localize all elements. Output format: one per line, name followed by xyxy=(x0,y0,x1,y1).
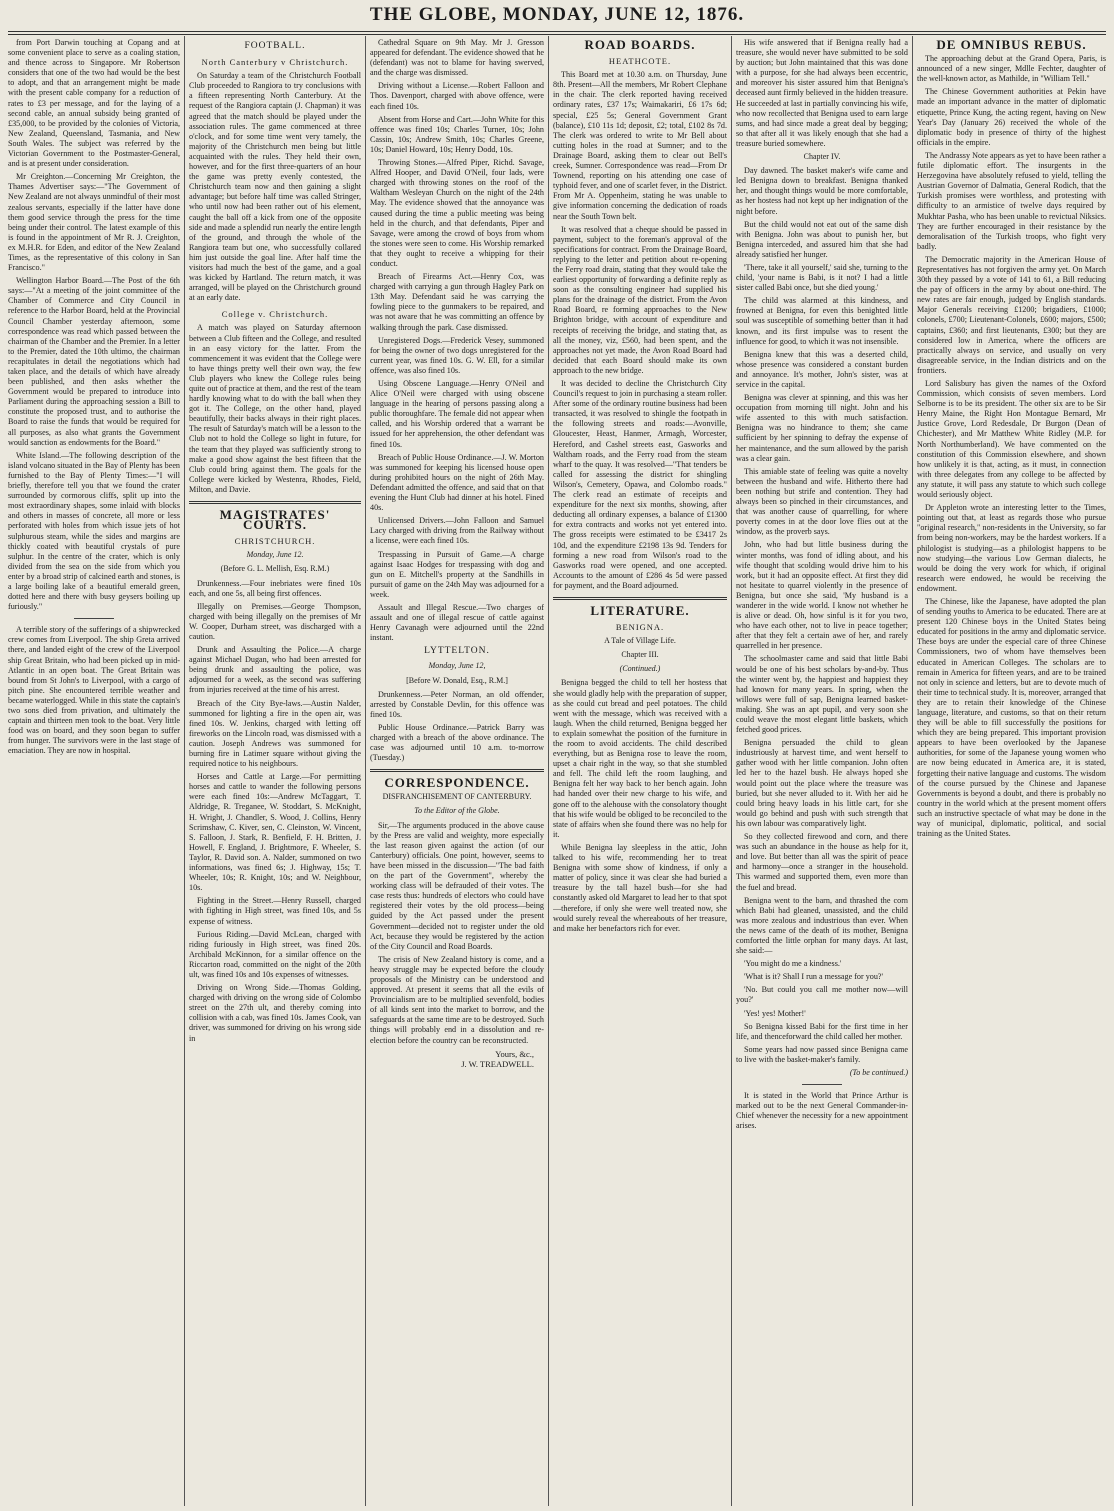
letter-closing: Yours, &c., xyxy=(495,1048,534,1059)
letter-body: Sir,—The arguments produced in the above cause by the Press are valid and weighty, more especially the last reason given against the action (of our Canterbury) officials. One point, however, seems to have been missed in the discussion—"The bad faith on the part of the Government", whereby the working class will be defrauded of their votes. The case rests thus: hundreds of electors who could have registered their votes by the old process—being guided by the Act passed under the present Government—decided not to register under the old Act, because they would be registered by the action of the City Council and Road Boards. xyxy=(370,820,544,951)
story-text: But the child would not eat out of the same dish with Benigna. John was about to punish her, but Benigna interceded, and assured him that she had already satisfied her hunger. xyxy=(736,219,908,259)
news-item: The Chinese, like the Japanese, have adopted the plan of sending youths to America to be educated. There are at present 120 Chinese boys in the United States being educated for positions in the army and diplomatic service. These boys are under the especial care of three Chinese Commissioners, two of whom have themselves been educated in American Colleges. The scholars are to remain in America for fifteen years, and are to be trained not only in science and letters, but are to devote much of their time to technical study. It is, moreover, arranged that they are to retain their knowledge of the Chinese language, literature, and customs, so that on their return they will be able to fill successfully the positions for which they are being prepared. This important provision appears to have been overlooked by the Japanese authorities, for some of the Japanese young women who are now being educated in America are, it is stated, forgetting their native language and customs. The wisdom of the course pursued by the Chinese and Japanese Governments is beyond a doubt, and there is probably no country in the world which at the present moment offers such an instructive spectacle of what may be done in the way of municipal, diplomatic, political, and social training as the United States. xyxy=(917,596,1106,839)
court-case: Breach of the City Bye-laws.—Austin Nalder, summoned for lighting a fire in the open air, was fined 10s. W. Jenkins, charged with letting off fireworks on the Lincoln road, was dismissed with a caution. Joseph Andrews was summoned for burning fire in Latimer square without giving the required notice to his neighbours. xyxy=(189,698,361,769)
chapter-heading: Chapter IV. xyxy=(803,152,841,162)
court-case: Assault and Illegal Rescue.—Two charges of assault and one of illegal rescue of cattle against Henry Cavanagh were adjourned until the 22nd instant. xyxy=(370,602,544,643)
letter-body: The crisis of New Zealand history is come, and a heavy struggle may be expected before the cloudy proposals of the Ministry can be understood and approved. At present it seems that all the evils of Provincialism are to be multiplied sevenfold, bodies of all kinds sent into the market to borrow, and the safeguards at the same time are to be destroyed. Such things will probably end in a dissolution and re-election before the country can be reconstructed. xyxy=(370,954,544,1045)
masthead-rule-2 xyxy=(8,34,1106,35)
football-report: On Saturday a team of the Christchurch Football Club proceeded to Rangiora to try conclusions with a fifteen representing North Canterbury. At the request of the Rangiora captain (J. Chapman) it was agreed that the match should be played under the association rules. The game commenced at three o'clock, and for some time went very tamely, the majority of the Christchurch men being but little acquainted with the rules. They held their own, however, and for the first three-quarters of an hour the game was pretty evenly contested, the Christchurch team now and then gaining a slight advantage; but before half time was called Stringer, who until now had been rather out of his element, caught the ball off a kick from one of the opposite side and made a splendid run nearly the entire length of the ground, and through the whole of the Rangiora team but one, who successfully collared him just outside the goal line. After half time the visitors had much the best of the game, and a goal was kicked by Hartland. The return match, it was arranged, will be played on the Christchurch ground at an early date. xyxy=(189,71,361,303)
story-dialogue: 'Yes! yes! Mother!' xyxy=(744,1008,806,1018)
section-heading-courts: MAGISTRATES' COURTS. xyxy=(219,507,331,533)
chapter-heading: Chapter III. xyxy=(621,650,659,660)
section-heading-road-boards: ROAD BOARDS. xyxy=(584,38,696,52)
court-case: Breach of Public House Ordinance.—J. W. Morton was summoned for keeping his licensed house open during prohibited hours on the night of 26th May. Defendant admitted the offence, and said that on that evening the Hunt Club had dinner at his hotel. Fined 40s. xyxy=(370,452,544,513)
story-text: So they collected firewood and corn, and there was such an abundance in the house as help for it, and love. But better than all was the spirit of peace and harmony—once a stranger in the household. This warmed and supported them, even more than the fuel and bread. xyxy=(736,832,908,892)
column-5 xyxy=(736,38,908,1503)
court-case: Unlicensed Drivers.—John Falloon and Samuel Lacy charged with driving from the Railway without a license, were each fined 10s. xyxy=(370,516,544,546)
news-item: Dr Appleton wrote an interesting letter to the Times, pointing out that, at least as regards those who pursue "original research," non-residents in the University, so far from being non-workers, may be the hardest workers. If a philologist is studying—as a philologist happens to be now studying—the various Low German dialects, he would be doing the very work for which, if original research were endowed, he would be receiving the endowment. xyxy=(917,503,1106,593)
column-6 xyxy=(917,38,1106,1503)
story-text: While Benigna lay sleepless in the attic, John talked to his wife, recommending her to treat Benigna with some show of kindness, if only a matter of policy, since it was clear she had buried a treasure by the tall hazel bush—for she had constantly asked old Margaret to lead her to that spot—therefore, if only she were well treated now, she would surely reveal the whereabouts of her treasure, and make her benefactors rich for ever. xyxy=(553,842,727,933)
section-heading-de-omnibus: DE OMNIBUS REBUS. xyxy=(936,38,1087,52)
road-board-report: It was resolved that a cheque should be passed in payment, subject to the foreman's approval of the specifications for contract. From the Drainage Board, replying to the letter and petition about re-opening the Ferry road drain, stating that they would take the earliest opportunity of forwarding a definite reply as soon as the consulting engineer had supplied his plans for the drainage of the district. From the Avon Road Board, re forming approaches to the New Brighton bridge, with account of expenditure and receipts of receiving the bridge, and stating that, as all the money, viz, £560, had been spent, and the approaches not yet made, the Avon Road Board had decided that each Board should make its own approach to the new bridge. xyxy=(553,224,727,375)
section-divider xyxy=(553,597,727,600)
article-white-island: White Island.—The following description of the island volcano situated in the Bay of Plenty has been furnished to the Bay of Plenty Times:—"I will briefly, therefore tell you that we found the crater surrounded by cormorous cliffs, split up into the most extraordinary shapes, some inlaid with blocks and others in masses of concrete, all more or less perforated with holes from which issue jets of hot sulphurous steam, while the sides and margins are thickly coated with beautiful crystals of pure sulphur. In the centre of the crater, which is only divided from the sea on the side from which you enter by a broad strip of calcined earth and stones, is a large boiling lake of a beautiful emerald green, dotted here and there with busy geysers boiling up furiously." xyxy=(8,450,180,612)
masthead: THE GLOBE, MONDAY, JUNE 12, 1876. xyxy=(369,4,745,25)
divider xyxy=(74,618,114,619)
news-item: Lord Salisbury has given the names of the Oxford Commission, which consists of seven members. Lord Selborne is to be its president. The other six are to be Sir Henry Maine, the Right Hon Montague Bernard, Mr Justice Grove, Lord Redesdale, Dr Burgon (Dean of Chichester), and Mr Matthew White Ridley (M.P. for North Northumberland). We have commented on the constitution of this Commission elsewhere, and shown how unlikely it is that, acting, as it must, in connection with three delegates from any college to be affected by any statute, it will pass any statute to which such college would seriously object. xyxy=(917,379,1106,500)
court-case: Unregistered Dogs.—Frederick Vesey, summoned for being the owner of two dogs unregistered for the current year, was fined 10s. G. W. Ell, for a similar offence, was also fined 10s. xyxy=(370,335,544,375)
news-item: The Chinese Government authorities at Pekin have made an important advance in the matter of diplomatic etiquette, Prince Kung, the acting regent, having on New Year's Day (January 26) received the whole of the diplomatic body in presence of thirty of the highest officials in the empire. xyxy=(917,87,1106,147)
news-item: The approaching debut at the Grand Opera, Paris, is announced of a new singer, Mdlle Fechter, daughter of the well-known actor, as Mathilde, in "William Tell." xyxy=(917,54,1106,84)
court-case: Absent from Horse and Cart.—John White for this offence was fined 10s; Charles Turner, 10s; John Cassin, 10s; Andrew Smith, 10s; Charles Greene, 10s; Daniel Howard, 10s; Henry Dodd, 10s. xyxy=(370,114,544,154)
story-dialogue: 'You might do me a kindness.' xyxy=(744,959,842,969)
court-date: Monday, June 12, xyxy=(428,661,486,671)
column-rule xyxy=(731,36,732,1506)
news-item: It is stated in the World that Prince Arthur is marked out to be the next General Commander-in-Chief whenever the necessity for a new appointment arises. xyxy=(736,1091,908,1131)
masthead-rule xyxy=(8,31,1106,32)
article-cable: from Port Darwin touching at Copang and at some convenient place to serve as a coaling station, and thence across to Singapore. Mr Robertson considers that one of the two had would be the best to adopt, and that an arrangement might be made with the present cable company for a reduction of rates to £3 per message, and for the laying of a second cable, an annual subsidy being granted of £35,000, to be provided by the colonies of Victoria, New Zealand, Queensland, Tasmania, and New South Wales. The subject was referred by the Victorian Government to the Postmaster-General, and is at present under consideration. xyxy=(8,38,180,169)
letter-title: DISFRANCHISEMENT OF CANTERBURY. xyxy=(382,792,532,802)
letter-salutation: To the Editor of the Globe. xyxy=(414,806,500,816)
column-3 xyxy=(370,38,544,1503)
court-case: Driving on Wrong Side.—Thomas Golding, charged with driving on the wrong side of Colombo street on the 27th ult, and thereby coming into collision with a cab, was fined 10s. James Cook, van driver, was summoned for driving on his wrong side in xyxy=(189,983,361,1043)
match-title: College v. Christchurch. xyxy=(221,309,329,320)
court-case: Fighting in the Street.—Henry Russell, charged with fighting in High street, was fined 10s, and 5s expense of witness. xyxy=(189,896,361,926)
column-4 xyxy=(553,38,727,1503)
story-text: Benigna knew that this was a deserted child, whose presence was considered a constant burden and annoyance. It's mother, John's sister, was at service in the capital. xyxy=(736,349,908,389)
court-case: Furious Riding.—David McLean, charged with riding furiously in High street, was fined 20s. Archibald McKinnon, for a similar offence on the Riccarton road, committed on the night of the 20th ult, was fined 10s and 10s expenses of witnesses. xyxy=(189,929,361,979)
story-subtitle: A Tale of Village Life. xyxy=(604,636,676,646)
letter-signature: J. W. TREADWELL. xyxy=(461,1058,534,1069)
court-case: Cathedral Square on 9th May. Mr J. Gresson appeared for defendant. The evidence showed that he (defendant) was not to blame for having swerved, and the charge was dismissed. xyxy=(370,38,544,78)
section-heading-football: FOOTBALL. xyxy=(244,41,306,51)
story-dialogue: 'What is it? Shall I run a message for you?' xyxy=(744,972,883,982)
story-text: His wife answered that if Benigna really had a treasure, she would never have submitted to be sold by auction; but John maintained that this was done with a purpose, for she had always been eccentric, and moreover his sister assured him that Benigna's deceased aunt firmly believed in the hidden treasure. He succeeded at last in partially convincing his wife, who now recollected that Benigna used to earn large sums, and had since made a great deal by begging; so that after all it was likely enough that she had a treasure buried somewhere. xyxy=(736,38,908,148)
court-case: Horses and Cattle at Large.—For permitting horses and cattle to wander the following persons were each fined 10s:—Andrew McTaggart, T. Aldridge, R. Treganee, W. Stoddart, S. McKnight, H. Wright, J. Chandler, S. Wood, J. Collins, Henry Scrimshaw, C. Kiver, sen, C. Cleinston, W. Vincent, S. Falloon, J. Stark, R. Benfield, F. H. Britten, J. Howell, F. England, J. Brightmore, F. Wheeler, S. Taylor, R. David son. A. Nalder, summoned on two informations, was fined 6s; J. Highway, 15s; T. Wheeler, 10s; R. Knight, 10s; and W. Neighbour, 10s. xyxy=(189,772,361,893)
football-report: A match was played on Saturday afternoon between a Club fifteen and the College, and resulted in an easy victory for the latter. From the commencement it was evident that the College were to have things pretty well their own way, the few Club players who knew the College rules being quite out of practice at them, and the rest of the team hardly knowing what to do with the ball when they got it. The College, on the other hand, played beautifully, their backs always in their right places. The result of Saturday's match will be a lesson to the Club not to hold the College so light in future, for the team that they played was sufficiently strong to make a good show against the best fifteen that the Club could bring against them. The goals for the College were kicked by Westenra, Rhodes, Field, Milton, and Davie. xyxy=(189,323,361,494)
story-text: The schoolmaster came and said that little Babi would be one of his best scholars by-and-by. Thus the winter went by, the happiest and happiest they had known for many years. In spring, when the willows were full of sap, Benigna learned basket-making. She was an apt pupil, and very soon she could weave the most elegant little baskets, which fetched good prices. xyxy=(736,654,908,735)
story-text: Some years had now passed since Benigna came to live with the basket-maker's family. xyxy=(736,1044,908,1064)
court-case: Throwing Stones.—Alfred Piper, Richd. Savage, Alfred Hooper, and David O'Neil, four lads, were charged with throwing stones on the roof of the Waltham Wesleyan Church on the night of the 24th May. The evidence showed that the annoyance was caused during the time a public meeting was being held in the church, and that defendants, Piper and Savage, were among the crowd of boys from whom the stones were seen to come. His Worship remarked that they ought to receive a whipping for their conduct. xyxy=(370,158,544,268)
column-2 xyxy=(189,38,361,1503)
court-case: Drunkenness.—Peter Norman, an old offender, arrested by Constable Devlin, for this offence was fined 10s. xyxy=(370,689,544,719)
column-rule xyxy=(365,36,366,1506)
news-item: The Democratic majority in the American House of Representatives has not forgiven the army yet. On March 30th they passed by a vote of 141 to 61, a Bill reducing the pay of officers in the army by about one-third. The new rates are fair enough, judged by English standards. Major Generals receiving £1200; brigadiers, £1000; colonels, £700; Lieutenant-Colonels, £600; majors, £500; captains, £360; and first lieutenants, £300; but they are considered low in America, where the officers are practically always on service, and usually on very disagreeable service, in the Indian districts and on the frontiers. xyxy=(917,254,1106,375)
divider xyxy=(802,1084,842,1085)
road-board-report: It was decided to decline the Christchurch City Council's request to join in purchasing a steam roller. After some of the ordinary routine business had been transacted, it was resolved to shingle the footpath in the following streets and roads:—Avonville, Gloucester, Heast, Hanmer, Armagh, Worcester, Hereford, and Cashel streets east, Gasworks and Waltham roads, and the Ferry road from the steam wharf to the quay. It was resolved—"That tenders be called for assessing the district for shingling Wilson's, Cemetery, Opawa, and Colombo roads." The clerk read an estimate of receipts and expenditure for the next six months, showing, after deducting all ordinary expenses, a balance of £1300 for extra contracts and works not yet entered into. The gross receipts were estimated to be £3417 2s 10d, and the expenditure £2198 13s 9d. Tenders for forming a new road from Wilson's road to the Gasworks road were opened, and one accepted. Accounts to the amount of £286 4s 5d were passed for payment, and the Board adjourned. xyxy=(553,379,727,590)
court-case: Using Obscene Language.—Henry O'Neil and Alice O'Neil were charged with using obscene language in the hearing of persons passing along a public thoroughfare. The female did not appear when called, and his Worship ordered that a warrant be issued for her apprehension, the other defendant was fined 10s. xyxy=(370,379,544,449)
court-case: Trespassing in Pursuit of Game.—A charge against Isaac Hodges for trespassing with dog and gun on E. Mitchell's property at the Sandhills in pursuit of game on the 24th May was adjourned for a week. xyxy=(370,549,544,599)
story-text: 'There, take it all yourself,' said she, turning to the child, 'your name is Babi, is it not? I had a little sister called Babi once, but she died young.' xyxy=(736,262,908,293)
story-text: Benigna begged the child to tell her hostess that she would gladly help with the preparation of supper, as she could cut bread and peel potatoes. The child went with the message, which was received with a laugh. When the child returned, Benigna begged her to explain somewhat the position of the furniture in the room to avoid accidents. The child described everything, but as Benigna rose to leave the room, upset a chair right in the way, so that she stumbled and fell. The child left the room laughing, and Benigna felt her way back to her bench again. John had handed over their new charge to his wife, and gone off to the alehouse with the consolatory thought that his wife would be obliged to be reconciled to the state of affairs when she found there was no help for it. xyxy=(553,678,727,839)
section-divider xyxy=(189,501,361,504)
road-board-place: HEATHCOTE. xyxy=(608,56,672,67)
article-harbor-board: Wellington Harbor Board.—The Post of the 6th says:—"At a meeting of the joint committee of the Chamber of Commerce and City Council in reference to the Harbor Board, held at the Provincial Council Chamber yesterday afternoon, some correspondence was read which passed between the chairman of the Chamber and the Premier. In a letter to the Premier, dated the 10th ultimo, the chairman recapitulates in detail the negotiations which had taken place, and the details of which have already been published, and then asks whether the Government would be prepared to introduce into Parliament during the approaching session a Bill to constitute the proposed trust, and to authorise the Board to raise the funds that would be required for all purposes, as also what grants the Government would sanction as endowments for the Board." xyxy=(8,276,180,447)
story-text: Benigna persuaded the child to glean industriously at harvest time, and went herself to gather wood with her little companion. John often led her to the hazel bush. He always hoped she would point out the place where the treasure was buried, but she never alluded to it. With her aid he could bring heavy loads in his little cart, for she would go behind and push with such strength that his own labour was comparatively light. xyxy=(736,738,908,828)
road-board-report: This Board met at 10.30 a.m. on Thursday, June 8th. Present—All the members, Mr Robert Clephane in the chair. The clerk reported having received ordinary rates, £37 17s; Waimakariri, £6 17s 6d; special, £25 5s; General Government Grant (balance), £10 11s 1d; deposit, £2; total, £102 8s 7d. The clerk was ordered to write to Mr Bell about cutting holes in the road at Sumner; and to the Drainage Board, asking them to clear out Bell's creek, Sumner. Correspondence was read—From Dr Townend, reporting on his attending one case of typhoid fever, and one of scarlet fever, in the District. From Mr A. Oppenheim, stating he was unable to give information concerning the dedication of roads near the South Town belt. xyxy=(553,70,727,221)
court-case: Breach of Firearms Act.—Henry Cox, was charged with carrying a gun through Hagley Park on 13th May. Defendant said he was carrying the fowling piece to the gunmakers to be repaired, and was not aware that he was committing an offence by walking through the park. Case dismissed. xyxy=(370,272,544,332)
court-case: Illegally on Premises.—George Thompson, charged with being illegally on the premises of Mr W. Cooper, Durham street, was discharged with a caution. xyxy=(189,601,361,641)
news-item: The Andrassy Note appears as yet to have been rather a futile diplomatic effort. The insurgents in the Herzegovina have absolutely refused to yield, telling the Austrian Governor of Dalmatia, General Rodich, that the Turkish promises were worthless, and protesting with difficulty to an armistice of twelve days required by Mukhtar Pasha, who has been unable to revictual Niksics. They are further encouraged in their resistance by the demoralisation of the Turkish troops, who fight very badly. xyxy=(917,150,1106,251)
court-case: Public House Ordinance.—Patrick Barry was charged with a breach of the above ordinance. The case was adjourned until 10 a.m. to-morrow (Tuesday.) xyxy=(370,722,544,763)
story-text: The child was alarmed at this kindness, and frowned at Benigna, for even this benighted little soul was susceptible of something better than it had known, and its first impulse was to resent the influence for good, to which it was not insensible. xyxy=(736,296,908,346)
court-case: Drunkenness.—Four inebriates were fined 10s each, and one 5s, all being first offences. xyxy=(189,578,361,598)
court-case: Drunk and Assaulting the Police.—A charge against Michael Dugan, who had been arrested for being drunk and assaulting the police, was adjourned for a week, as the second was suffering from injuries received at the time of his arrest. xyxy=(189,645,361,695)
section-heading-correspondence: CORRESPONDENCE. xyxy=(384,775,530,791)
to-be-continued: (To be continued.) xyxy=(849,1068,908,1077)
continued-note: (Continued.) xyxy=(619,664,661,674)
section-heading-literature: LITERATURE. xyxy=(590,602,690,618)
story-text: Benigna went to the barn, and thrashed the corn which Babi had gleaned, unassisted, and the child was more zealous and industrious than ever. When the news came of the death of its mother, Benigna comforted the little orphan for many days. At last, she said:— xyxy=(736,895,908,956)
court-case: Driving without a License.—Robert Falloon and Thos. Davenport, charged with above offence, were each fined 10s. xyxy=(370,81,544,111)
story-text: Day dawned. The basket maker's wife came and led Benigna down to breakfast. Benigna thanked her, and thought things would be more comfortable, as her hostess had not kept up her indignation of the night before. xyxy=(736,166,908,216)
story-dialogue: 'No. But could you call me mother now—will you?' xyxy=(736,985,908,1005)
court-place: CHRISTCHURCH. xyxy=(234,536,316,547)
court-place: LYTTELTON. xyxy=(424,646,490,657)
column-1 xyxy=(8,38,180,1503)
court-bench: (Before G. L. Mellish, Esq. R.M.) xyxy=(220,564,330,574)
story-title: BENIGNA. xyxy=(615,622,665,633)
column-rule xyxy=(912,36,913,1506)
article-creighton: Mr Creighton.—Concerning Mr Creighton, the Thames Advertiser says:—"The Government of New Zealand are not always unmindful of their most zealous servants, especially if the latter have done them good service through the press for the time being under their control. The latest example of this is found in the appointment of Mr R. J. Creighton, ex M.H.R. for Eden, and editor of the New Zealand Times, as the representative of this colony in San Francisco." xyxy=(8,172,180,273)
column-rule xyxy=(548,36,549,1506)
article-shipwreck: A terrible story of the sufferings of a shipwrecked crew comes from Liverpool. The ship Greta arrived there, and landed eight of the crew of the Liverpool ship Great Britain, who had been picked up in mid-Atlantic in an open boat. The Great Britain was bound from St John's to Liverpool, with a cargo of pitch pine. She encountered terrible weather and became waterlogged. While in this state the captain's two sons died from privation, and ultimately the captain and thirteen men took to the boat. Very little food was on board, and they soon began to suffer from hunger. The survivors were in the last stage of emaciation. They are now in hospital. xyxy=(8,625,180,756)
court-date: Monday, June 12. xyxy=(246,550,304,560)
match-title: North Canterbury v Christchurch. xyxy=(201,57,349,68)
court-bench: [Before W. Donald, Esq., R.M.] xyxy=(406,675,508,685)
story-text: John, who had but little business during the winter months, was fond of idling about, and his wife thought that scolding would drive him to his work, but it had an opposite effect. At first they did not hesitate to quarrel violently in the presence of Benigna, but once she said, 'My husband is a wanderer in the wide world. I know not whether he is alive or dead. Oh, how sinful is it for you two, who have each other, not to live in peace together; after that they felt a certain awe of her, and rarely quarrelled in her presence. xyxy=(736,540,908,651)
section-divider xyxy=(370,769,544,772)
story-text: Benigna was clever at spinning, and this was her occupation from morning till night. John and his wife assented to this with much satisfaction. Benigna was no hindrance to them; she came sufficient by her spinning to defray the expense of her maintenance, and the sum allowed by the parish was a clear gain. xyxy=(736,393,908,463)
story-text: This amiable state of feeling was quite a novelty between the husband and wife. Hitherto there had been nothing but strife and contention. They had always been so pinched in their circumstances, and that was another cause of quarrelling, for where poverty comes in at the door love flies out at the window, as the proverb says. xyxy=(736,466,908,537)
column-rule xyxy=(184,36,185,1506)
story-text: So Benigna kissed Babi for the first time in her life, and thenceforward the child called her mother. xyxy=(736,1021,908,1041)
